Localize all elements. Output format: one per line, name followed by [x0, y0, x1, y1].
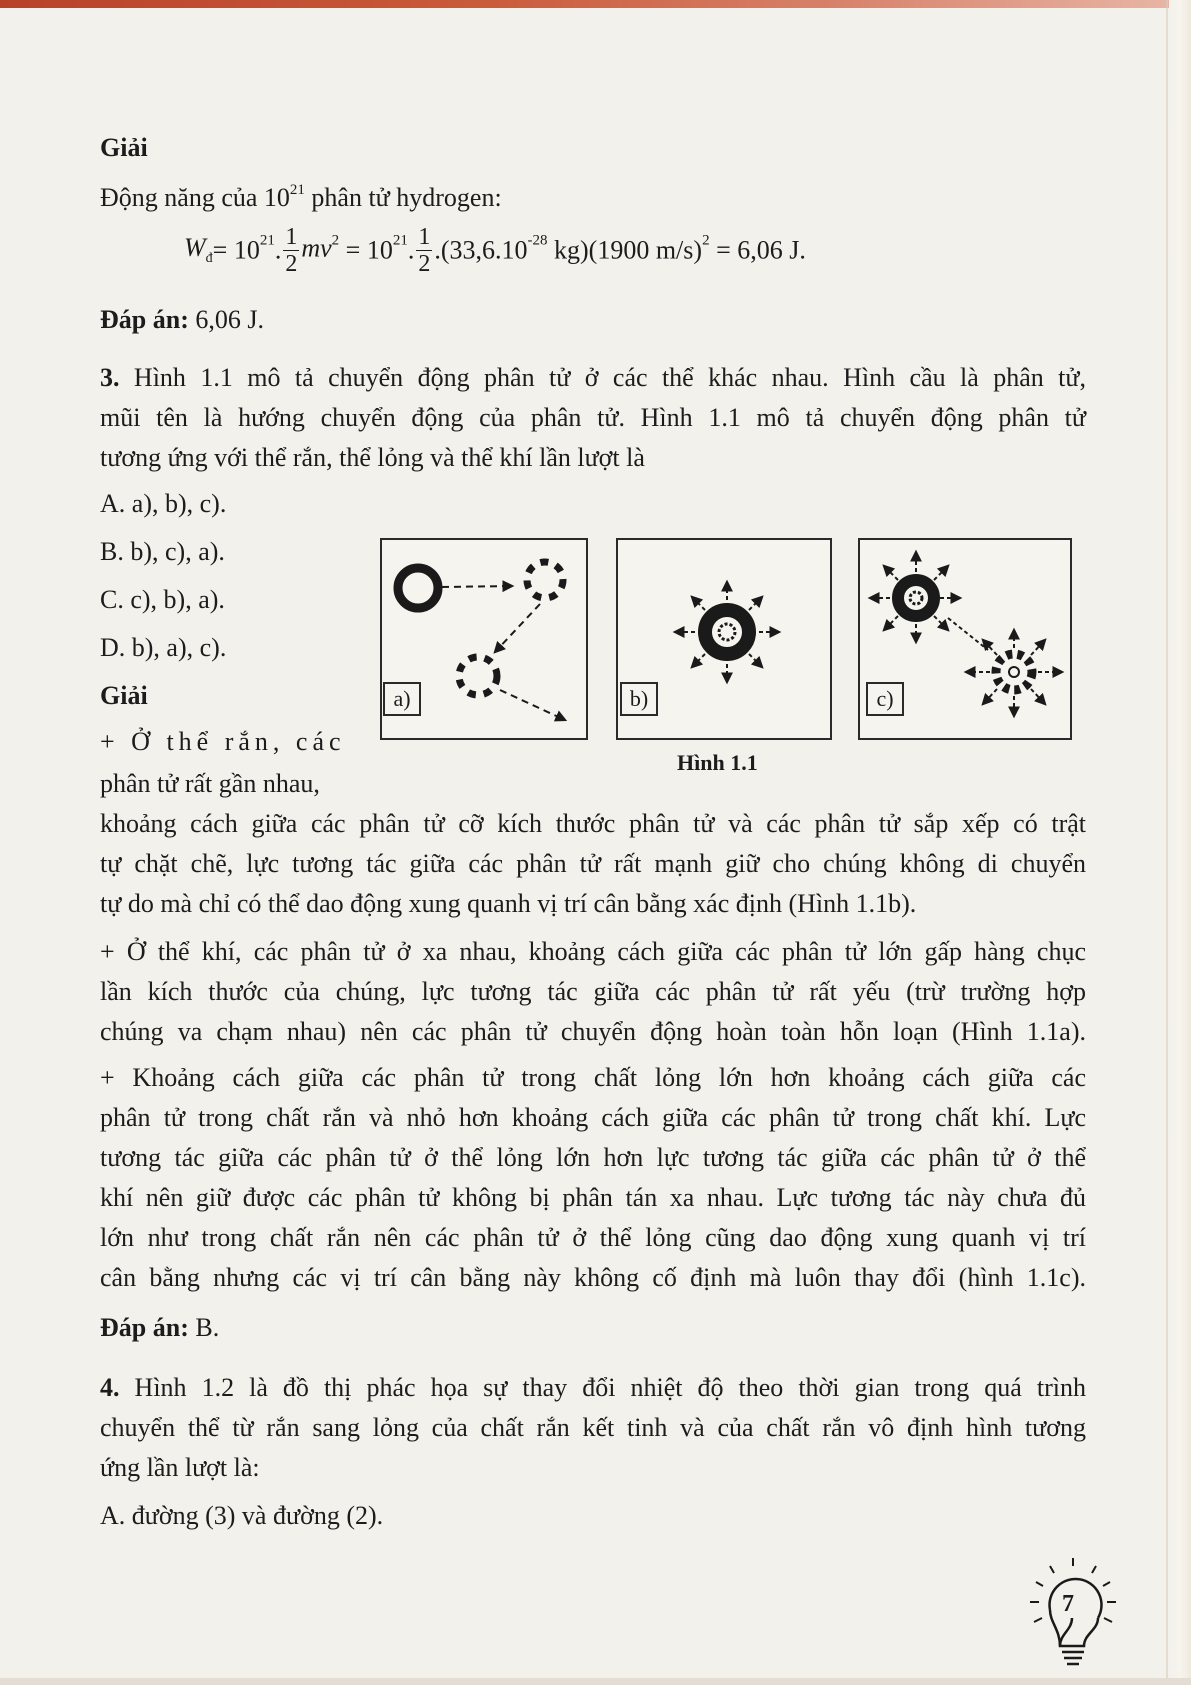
solid-state-wrap-2: phân tử rất gần nhau, — [100, 769, 320, 798]
q3-line-3: tương ứng với thể rắn, thể lỏng và thể khí lần lượt là — [100, 443, 645, 472]
q4-line-1: 4. Hình 1.2 là đồ thị phác họa sự thay đổi nhiệt độ theo thời gian trong quá trình — [100, 1373, 1086, 1402]
figure-label-b: b) — [620, 682, 658, 716]
figure-caption: Hình 1.1 — [677, 750, 758, 775]
q4-line-3: ứng lần lượt là: — [100, 1453, 260, 1482]
explanation-line-9: tương tác giữa các phân tử ở thể lỏng lớn hơn lực tương tác giữa các phân tử ở thể — [100, 1143, 1086, 1172]
q3-option-b: B. b), c), a). — [100, 537, 225, 566]
solid-state-wrap-1: + Ở thể rắn, các — [100, 727, 346, 756]
solution-heading: Giải — [100, 133, 148, 162]
explanation-line-6: chúng va chạm nhau) nên các phân tử chuyển động hoàn toàn hỗn loạn (Hình 1.1a). — [100, 1017, 1086, 1046]
q3-option-d: D. b), a), c). — [100, 633, 227, 662]
explanation-line-12: cân bằng nhưng các vị trí cân bằng này không cố định mà luôn thay đổi (hình 1.1c). — [100, 1263, 1086, 1292]
answer-1: Đáp án: 6,06 J. — [100, 305, 264, 334]
explanation-line-11: lớn như trong chất rắn nên các phân tử ở thể lỏng cũng dao động xung quanh vị trí — [100, 1223, 1086, 1252]
solution-heading-2: Giải — [100, 681, 148, 710]
answer-2: Đáp án: B. — [100, 1313, 220, 1342]
q3-option-c: C. c), b), a). — [100, 585, 225, 614]
explanation-line-1: khoảng cách giữa các phân tử cỡ kích thước phân tử và các phân tử sắp xếp có trật — [100, 809, 1086, 838]
intro-line: Động năng của $10^{21}$ phân tử hydrogen: — [100, 182, 502, 212]
q4-option-a: A. đường (3) và đường (2). — [100, 1501, 384, 1530]
explanation-line-8: phân tử trong chất rắn và nhỏ hơn khoảng cách giữa các phân tử trong chất khí. Lực — [100, 1103, 1086, 1132]
explanation-line-5: lần kích thước của chúng, lực tương tác giữa các phân tử rất yếu (trừ trường hợp — [100, 977, 1086, 1006]
solid-molecule — [675, 582, 779, 682]
q3-line-2: mũi tên là hướng chuyển động của phân tử. Hình 1.1 mô tả chuyển động phân tử — [100, 403, 1086, 432]
q3-line-1: 3. Hình 1.1 mô tả chuyển động phân tử ở các thể khác nhau. Hình cầu là phân tử, — [100, 363, 1086, 392]
explanation-line-3: tự do mà chỉ có thể dao động xung quanh vị trí cân bằng xác định (Hình 1.1b). — [100, 889, 917, 918]
q3-option-a: A. a), b), c). — [100, 489, 227, 518]
explanation-line-7: + Khoảng cách giữa các phân tử trong chất lỏng lớn hơn khoảng cách giữa các — [100, 1063, 1086, 1092]
gas-molecule — [398, 568, 438, 608]
figure-label-a: a) — [383, 682, 421, 716]
q4-line-2: chuyển thể từ rắn sang lỏng của chất rắn kết tinh và của chất rắn vô định hình tương — [100, 1413, 1086, 1442]
explanation-line-4: + Ở thể khí, các phân tử ở xa nhau, khoảng cách giữa các phân tử lớn gấp hàng chục — [100, 937, 1086, 966]
gas-molecule-path — [398, 562, 565, 720]
page-number: 7 — [1062, 1591, 1074, 1617]
explanation-line-10: khí nên giữ được các phân tử không bị phân tán xa nhau. Lực tương tác này chưa đủ — [100, 1183, 1086, 1212]
explanation-line-2: tự chặt chẽ, lực tương tác giữa các phân tử rất mạnh giữ cho chúng không di chuyển — [100, 849, 1086, 878]
figure-label-c: c) — [866, 682, 904, 716]
kinetic-energy-equation: $W_đ= 10^{21}$. $\frac{1}{2}$ $mv^2 = 10^{21}$. $\frac{1}{2}$ $.(33,6.10^{-28}$ kg)(1900 m/s)$^2$ = 6,06 J. — [184, 224, 806, 277]
